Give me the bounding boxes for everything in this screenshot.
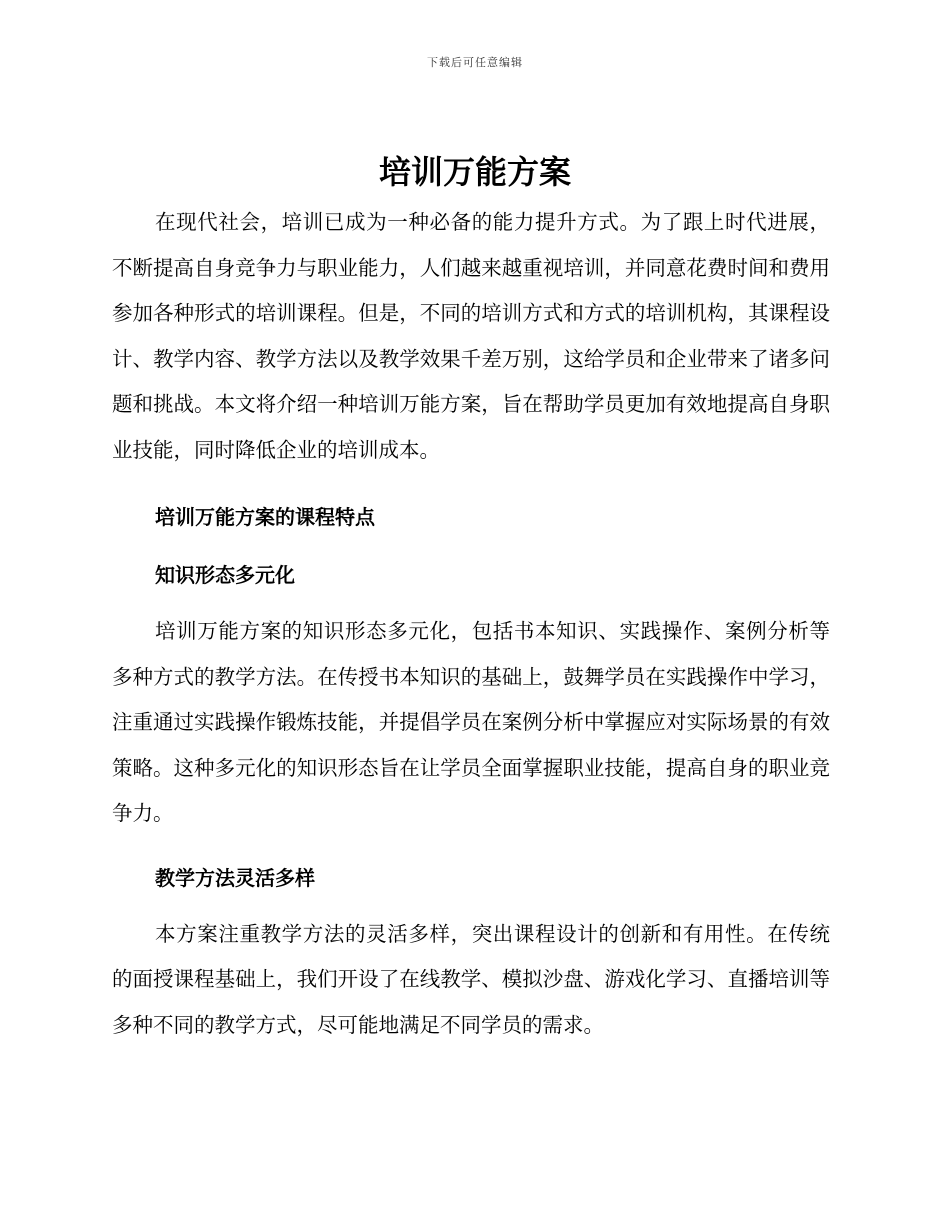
document-body: [112, 200, 830, 1048]
subsection-heading-knowledge: 知识形态多元化: [155, 563, 295, 587]
document-title: 培训万能方案: [378, 153, 571, 191]
page-header-note: 下载后可任意编辑: [427, 56, 523, 69]
subsection-heading-methods: 教学方法灵活多样: [155, 865, 315, 890]
section-heading: 培训万能方案的课程特点: [155, 505, 375, 529]
intro-paragraph: 在现代社会，培训已成为一种必备的能力提升方式。为了跟上时代进展，不断提高自身竞争力与职业能力，人们越来越重视培训，并同意花费时间和费用参加各种形式的培训课程。但是，不同的培训方式和方式的培训机构，其课程设计、教学内容、教学方法以及教学效果千差万别，这给学员和企业带来了诸多问题和挑战。本文将介绍一种培训万能方案，旨在帮助学员更加有效地提高自身职业技能，同时降低企业的培训成本。: [112, 210, 830, 462]
methods-paragraph: 本方案注重教学方法的灵活多样，突出课程设计的创新和有用性。在传统的面授课程基础上，我们开设了在线教学、模拟沙盘、游戏化学习、直播培训等多种不同的教学方式，尽可能地满足不同学员的需求。: [112, 921, 830, 1037]
knowledge-paragraph: 培训万能方案的知识形态多元化，包括书本知识、实践操作、案例分析等多种方式的教学方法。在传授书本知识的基础上，鼓舞学员在实践操作中学习，注重通过实践操作锻炼技能，并提倡学员在案例分析中掌握应对实际场景的有效策略。这种多元化的知识形态旨在让学员全面掌握职业技能，提高自身的职业竞争力。: [112, 619, 830, 825]
